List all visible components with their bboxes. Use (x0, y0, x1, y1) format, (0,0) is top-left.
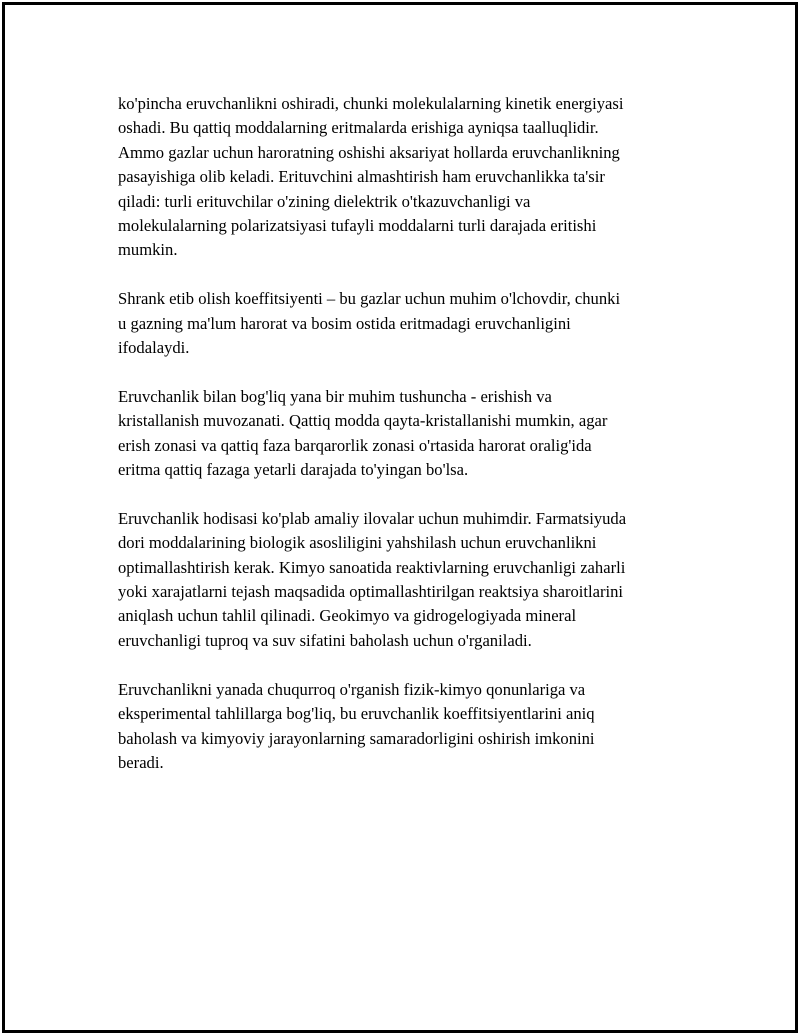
text-line: dori moddalarining biologik asosliligini yahshilash uchun eruvchanlikni (118, 533, 597, 553)
paragraph-gas-coefficient (118, 287, 693, 360)
text-line: baholash va kimyoviy jarayonlarning samaradorligini oshirish imkonini (118, 728, 595, 748)
text-line: Eruvchanlikni yanada chuqurroq o'rganish fizik-kimyo qonunlariga va (118, 679, 586, 699)
text-line: eruvchanligi tuproq va suv sifatini baholash uchun o'rganiladi. (118, 630, 532, 650)
text-line: eksperimental tahlillarga bog'liq, bu eruvchanlik koeffitsiyentlarini aniq (118, 704, 595, 724)
text-line: eritma qattiq fazaga yetarli darajada to'yingan bo'lsa. (118, 460, 469, 480)
text-line: Shrank etib olish koeffitsiyenti – bu gazlar uchun muhim o'lchovdir, chunki (118, 289, 621, 309)
text-line: mumkin. (118, 240, 178, 260)
paragraph-conclusion (118, 678, 693, 776)
text-line: pasayishiga olib keladi. Erituvchini almashtirish ham eruvchanlikka ta'sir (118, 167, 605, 187)
text-line: ifodalaydi. (118, 338, 190, 358)
text-line: molekulalarning polarizatsiyasi tufayli moddalarni turli darajada eritishi (118, 216, 597, 236)
text-line: Ammo gazlar uchun haroratning oshishi aksariyat hollarda eruvchanlikning (118, 142, 620, 162)
text-line: beradi. (118, 752, 164, 772)
text-line: kristallanish muvozanati. Qattiq modda qayta-kristallanishi mumkin, agar (118, 411, 608, 431)
text-line: aniqlash uchun tahlil qilinadi. Geokimyo va gidrogelogiyada mineral (118, 606, 577, 626)
text-line: oshadi. Bu qattiq moddalarning eritmalarda erishiga ayniqsa taalluqlidir. (118, 118, 599, 138)
document-body (118, 92, 693, 800)
paragraph-solubility-temperature (118, 92, 693, 263)
text-line: u gazning ma'lum harorat va bosim ostida eritmadagi eruvchanligini (118, 313, 571, 333)
text-line: erish zonasi va qattiq faza barqarorlik zonasi o'rtasida harorat oralig'ida (118, 435, 592, 455)
text-line: yoki xarajatlarni tejash maqsadida optimallashtirilgan reaktsiya sharoitlarini (118, 582, 624, 602)
text-line: Eruvchanlik bilan bog'liq yana bir muhim tushuncha - erishish va (118, 386, 552, 406)
paragraph-practical-applications (118, 507, 693, 653)
text-line: optimallashtirish kerak. Kimyo sanoatida reaktivlarning eruvchanligi zaharli (118, 557, 626, 577)
text-line: ko'pincha eruvchanlikni oshiradi, chunki molekulalarning kinetik energiyasi (118, 94, 624, 113)
paragraph-crystallization-equilibrium (118, 385, 693, 483)
text-line: qiladi: turli erituvchilar o'zining dielektrik o'tkazuvchanligi va (118, 191, 531, 211)
text-line: Eruvchanlik hodisasi ko'plab amaliy ilovalar uchun muhimdir. Farmatsiyuda (118, 508, 627, 528)
